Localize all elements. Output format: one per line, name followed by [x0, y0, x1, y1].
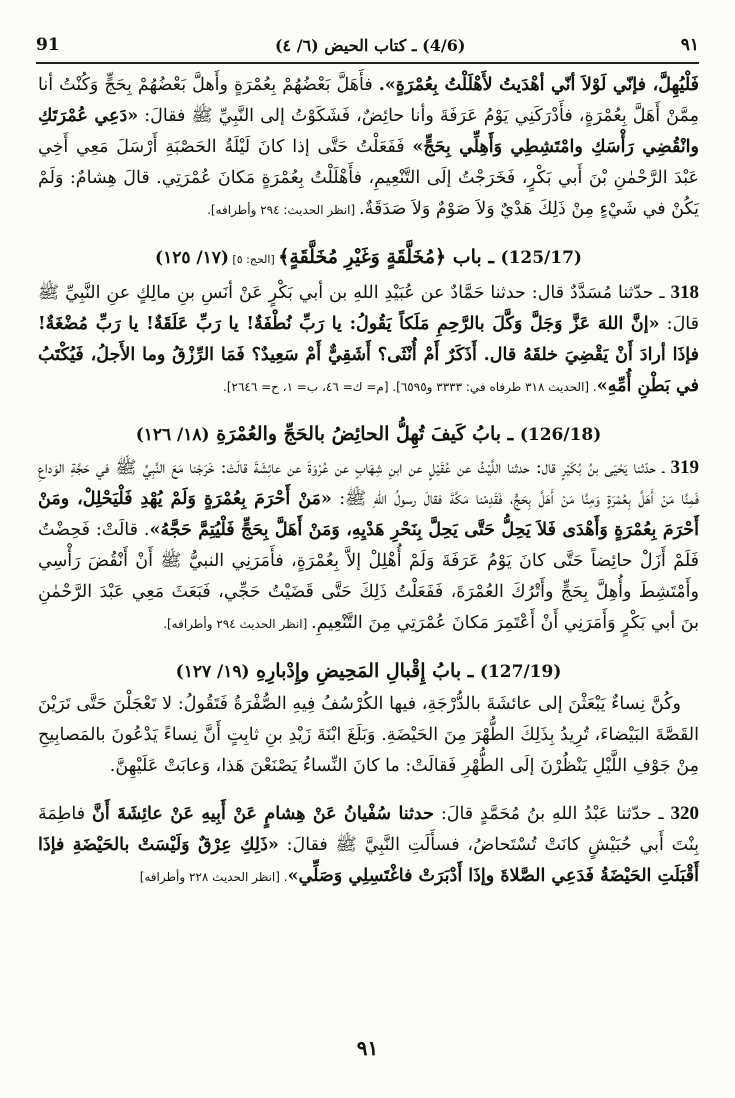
hadith-number: 319	[670, 457, 699, 478]
cross-reference: [انظر الحديث: ٢٩٤ وأطرافه].	[207, 203, 359, 217]
hadith-number: 318	[670, 282, 699, 303]
isnad-opening: ـ حدّثنا	[627, 458, 671, 478]
cross-reference: . [انظر الحديث ٢٢٨ وأطرافه]	[139, 870, 288, 884]
cross-reference: . [الحديث ٣١٨ طرفاه في: ٣٣٣٣ و٦٥٩٥]. [م= ك= ٤٦، ب= ١، ح= ٢٦٤٦].	[223, 380, 597, 394]
hadith-320	[38, 798, 699, 893]
chapter-heading-17	[38, 240, 699, 277]
hadith-quote: «ذَلِكِ عِرْقٌ وَلَيْسَتْ بالحَيْضَةِ فإذَا أَقْبَلَتِ الحَيْضَةُ فَدَعِي الصَّلاةَ وإذَا أَدْبَرَتْ فاغْتَسِلِي وَصَلِّي»	[38, 835, 699, 886]
cross-reference: [انظر الحديث ٢٩٤ وأطرافه].	[163, 617, 312, 631]
chapter-heading-title: ـ بابُ كَيفَ تُهِلُّ الحائِضُ بالحَجِّ والعُمْرَةِ	[209, 423, 520, 445]
isnad-opening: ـ حدّثنا	[612, 283, 671, 303]
hadith-319	[38, 452, 699, 640]
narration-text: . قالَتْ: فَحِضْتُ فَلَمْ أَزَلْ حائِضاً حَتَّى كانَ يَوْمُ عَرَفَةَ وَلَمْ أُهْلِلْ إلاَّ بِعُمْرَةٍ، فأَمَرَنِي النبيُّ ﷺ أَنْ أَنْقُضَ رَأْسِي وأَمْتَشِطَ وأُهِلَّ بِحَجٍّ وأَتْرُكَ العُمْرَةَ، فَفَعَلْتُ ذَلِكَ حَتَّى قَضَيْتُ حَجِّي، فَبَعَثَ مَعِي عَبْدَ الرَّحْمٰنِ بنَ أبي بَكْرٍ وَأَمَرَنِي أَنْ أَعْتَمِرَ مَكانَ عُمْرَتِي مِنَ التَّنْعِيمِ.	[38, 520, 699, 633]
hadith-continuation	[38, 70, 699, 226]
narration-text: فأَهَلَّ بَعْضُهُمْ بِعُمْرَةٍ وأَهلَّ بَعْضُهُمْ بِحَجٍّ وَكُنْتُ أنا مِمَّنْ أَهَلَّ بِعُمْرَةٍ، فأَدْرَكَنِي يَوْمُ عَرَفَةَ وأنا حائِضٌ، فَشَكَوْتُ إلى النَّبِيِّ ﷺ فقالَ:	[38, 75, 699, 126]
hadith-quote: «دَعِي عُمْرَتَكِ وانْقُضِي رَأْسَكِ وامْتَشِطِي وَأَهِلِّي بِحَجٍّ»	[38, 106, 699, 157]
chapter-commentary	[38, 689, 699, 782]
hadith-318	[38, 277, 699, 403]
chapter-number-arabic: (١٧/ ١٢٥)	[155, 248, 229, 268]
page-footer-number: ٩١	[356, 1036, 379, 1060]
hadith-number: 320	[670, 803, 699, 824]
narration-text: وكُنَّ نِساءٌ يَبْعَثْنَ إلى عائشَةَ بالدُّرْجَةِ، فيها الكُرْسُفُ فِيهِ الصُّفْرَةُ فَتَقُولُ: لا تَعْجَلْنَ حَتَّى تَرَيْنَ القَصَّةَ البَيْضاءَ، تُرِيدُ بِذَلِكَ الطُّهْرَ مِنَ الحَيْضَةِ. وَبَلَغَ ابْنَةَ زَيْدِ بنِ ثابِتٍ أَنَّ نِساءً يَدْعُونَ بالمَصابِيحِ مِنْ جَوْفِ اللَّيْلِ يَنْظُرْنَ إلَى الطُّهْرِ فَقالَتْ: ما كانَ النِّساءُ يَصْنَعْنَ هَذا، وَعابَتْ عَلَيْهِنَّ.	[38, 694, 699, 776]
hadith-quote: «مَنْ أَحْرَمَ بِعُمْرَةٍ وَلَمْ يُهْدِ فَلْيَحْلِلْ، ومَنْ أَحْرَمَ بِعُمْرَةٍ وَأَهْدَى فَلاَ يَحِلُّ حَتَّى يَحِلَّ بِنَحْرِ هَدْيِهِ، وَمَنْ أَهَلَّ بِحَجٍّ فَلْيُتِمَّ حَجَّهُ»	[38, 489, 699, 540]
chapter-number: (126/18)	[519, 425, 602, 445]
page-content	[38, 70, 699, 893]
chapter-heading-title: ـ باب ﴿مُخَلَّقَةٍ وَغَيْرِ مُخَلَّقَةٍ﴾	[278, 246, 501, 268]
hadith-quote: «إنَّ اللهَ عَزَّ وَجَلَّ وَكَّلَ بالرَّحِمِ مَلَكاً يَقُولُ: يا رَبِّ نُطْفَةٌ! يا رَبِّ عَلَقَةٌ! يا رَبِّ مُضْغَةٌ! فإذَا أرادَ أَنْ يَقْضِيَ خلقَهُ قال. أَذَكَرٌ أَمْ أُنْثَى؟ أَشَقِيٌّ أَمْ سَعِيدٌ؟ فَمَا الرِّزْقُ وما الأَجلُ، فَيُكْتَبُ في بَطْنِ أُمِّهِ»	[38, 314, 699, 396]
narration-text: مُسَدَّدٌ قال: حدثنا حَمَّادٌ عن عُبَيْدِ اللهِ بن أبي بَكْرٍ عَنْ أنَسِ بنِ مالِكٍ عنِ النَّبِيِّ ﷺ قالَ:	[38, 283, 699, 334]
page-number-arabic: ٩١	[680, 35, 699, 55]
header-rule	[36, 62, 699, 64]
page-header	[36, 30, 699, 60]
page-number-latin: 91	[36, 35, 60, 55]
chapter-number-arabic: (١٩/ ١٢٧)	[175, 662, 250, 682]
isnad-chain: حدثنا سُفْيانُ عَنْ هِشامٍ عَنْ أَبِيهِ عَنْ عائِشَةَ أَنَّ	[92, 804, 434, 824]
chapter-heading-title: ـ بابُ إِقْبالِ المَحِيضِ وإِدْبارِهِ	[249, 660, 480, 682]
narration-text: يَحْيَى بنُ بُكَيْرٍ قال: حدثنا اللَّيْثُ عن عُقَيْلٍ عن ابنِ شِهَابٍ عن عُرْوَةَ عن عائِشَةَ قالَتْ: خَرَجْنا مَعَ النَّبِيِّ ﷺ في حَجَّةِ الوَداعِ فَمِنَّا مَنْ أَهَلَّ بِعُمْرَةٍ وَمِنَّا مَنْ أَهَلَّ بِحَجٍّ، فَقَدِمْنا مَكَّةَ فقالَ رسولُ اللهِ ﷺ:	[38, 458, 699, 509]
narration-text: فَفَعَلْتُ حَتَّى إذا كانَ لَيْلَةُ الحَصْبَةِ أَرْسَلَ مَعِي أَخِي عَبْدَ الرَّحْمٰنِ بْنَ أَبي بَكْرٍ، فَخَرَجْتُ إلَى التَّنْعِيمِ، فأَهْلَلْتُ بِعُمْرَةٍ مَكانَ عُمْرَتِي. قالَ هِشامٌ: وَلَمْ يَكُنْ في شَيْءٍ مِنْ ذَلِكَ هَدْيٌ وَلاَ صَوْمٌ وَلاَ صَدَقَةٌ.	[38, 137, 699, 219]
chapter-number: (127/19)	[479, 662, 562, 682]
narration-text: فاطِمَةَ بِنْتَ أَبي حُبَيْشٍ كانَتْ تُسْتَحاضُ، فسأَلَتِ النَّبِيَّ ﷺ فقالَ:	[38, 804, 699, 855]
isnad-opening: ـ حدّثنا	[609, 804, 671, 824]
chapter-title: (4/6) ـ كتاب الحيض (٦/ ٤)	[274, 35, 466, 55]
narration-text: عَبْدُ اللهِ بنُ مُحَمَّدٍ قالَ:	[433, 804, 610, 824]
chapter-number-arabic: (١٨/ ١٢٦)	[135, 425, 210, 445]
chapter-heading-18	[38, 417, 699, 452]
chapter-heading-19	[38, 654, 699, 689]
quran-reference: [الحج: ٥]	[228, 253, 279, 266]
hadith-quote: فَلْيُهِلَّ، فإنّي لَوْلاَ أنّي أهْدَيتُ لأَهْلَلْتُ بِعُمْرَةٍ».	[378, 75, 699, 95]
chapter-number: (125/17)	[500, 248, 582, 268]
